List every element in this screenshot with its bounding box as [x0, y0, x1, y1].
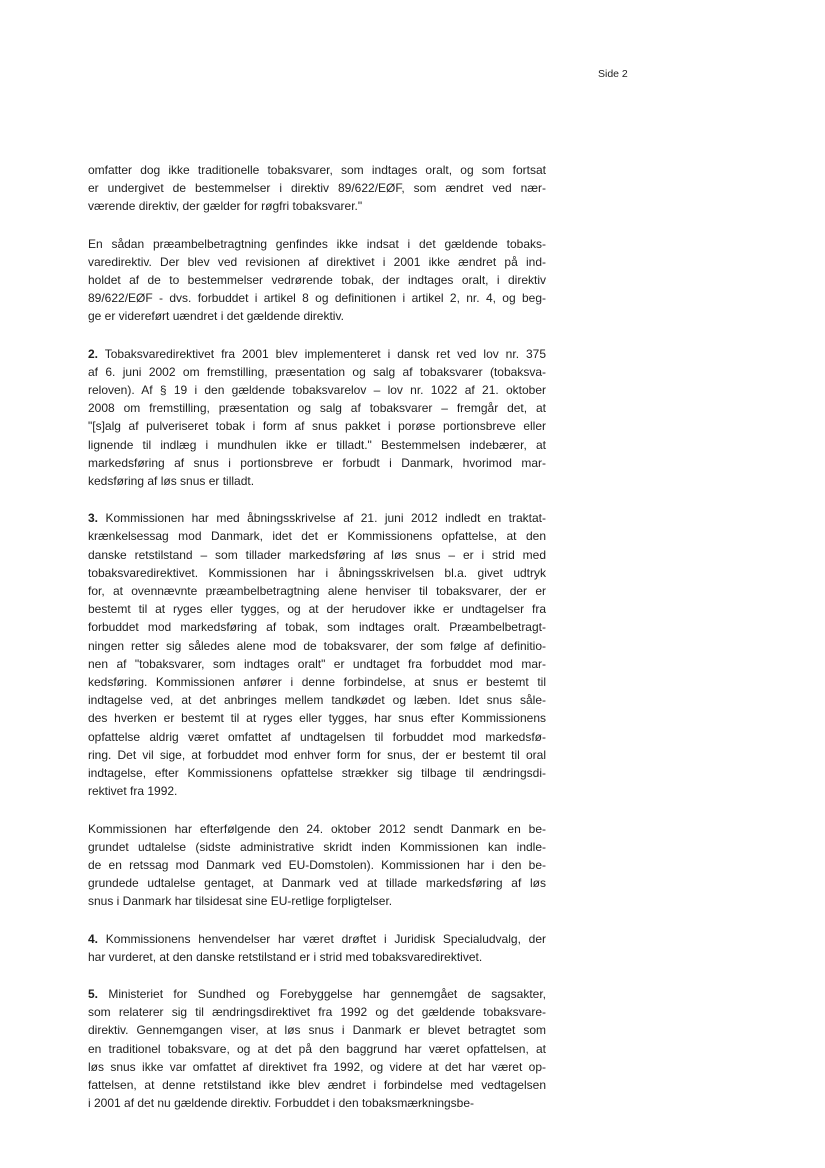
text-line: direktiv. Gennemgangen viser, at løs snus i Danmark er blevet betragtet som — [88, 1023, 546, 1038]
text-line: indtagelse, efter Kommissionens opfattelse strækker sig tilbage til ændringsdi- — [88, 766, 546, 781]
text-line: ningen retter sig således alene mod de tobaksvarer, der som følge af definitio- — [88, 638, 546, 653]
text-line — [88, 509, 546, 527]
text-line: er undergivet de bestemmelser i direktiv 89/622/EØF, som ændret ved nær- — [88, 181, 546, 196]
section-number: 2. — [88, 346, 99, 361]
text-line: bestemt til at ryges eller tygges, og at der herudover ikke er undtagelser fra — [88, 602, 546, 617]
text-line: "[s]alg af pulveriseret tobak i form af snus pakket i porøse portionsbreve eller — [88, 419, 546, 434]
text-line: af 6. juni 2002 om fremstilling, præsentation og salg af tobaksvarer (tobaksva- — [88, 364, 546, 379]
line-text: Kommissionens henvendelser har været drøftet i Juridisk Specialudvalg, der — [98, 931, 546, 946]
paragraph — [88, 161, 546, 216]
text-line: de en retssag mod Danmark ved EU-Domstolen). Kommissionen har i den be- — [88, 857, 546, 872]
document-body — [88, 161, 546, 1131]
text-line: markedsføring af snus i portionsbreve er forbudt i Danmark, hvorimod mar- — [88, 455, 546, 470]
text-line: værende direktiv, der gælder for røgfri tobaksvarer." — [88, 199, 363, 214]
text-line: kedsføring. Kommissionen anfører i denne forbindelse, at snus er bestemt til — [88, 675, 546, 690]
text-line — [88, 985, 546, 1003]
text-line: grundede udtalelse gentaget, at Danmark ved at tillade markedsføring af løs — [88, 876, 546, 891]
text-line: opfattelse aldrig været omfattet af undtagelsen til forbuddet mod markedsfø- — [88, 729, 546, 744]
section-number: 3. — [88, 511, 99, 526]
text-line: ge er videreført uændret i det gældende direktiv. — [88, 309, 344, 324]
text-line: i 2001 af det nu gældende direktiv. Forbuddet i den tobaksmærkningsbe- — [88, 1096, 475, 1111]
text-line: ring. Det vil sige, at forbuddet mod enhver form for snus, der er bestemt til oral — [88, 747, 546, 762]
text-line: nen af "tobaksvarer, som indtages oralt" er undtaget fra forbuddet mod mar- — [88, 656, 546, 671]
paragraph — [88, 930, 546, 966]
section-number: 4. — [88, 931, 99, 946]
text-line: en traditionel tobaksvare, og at det på den baggrund har været opfattelsen, at — [88, 1041, 546, 1056]
text-line: lignende til indlæg i mundhulen ikke er tilladt." Bestemmelsen indebærer, at — [88, 437, 546, 452]
text-line: snus i Danmark har tilsidesat sine EU-retlige forpligtelser. — [88, 894, 393, 909]
text-line: 2008 om fremstilling, præsentation og salg af tobaksvarer – fremgår det, at — [88, 401, 546, 416]
line-text: Kommissionen har med åbningsskrivelse af 21. juni 2012 indledt en traktat- — [98, 511, 546, 526]
text-line: løs snus ikke var omfattet af direktivet fra 1992, og videre at det har været op- — [88, 1059, 546, 1074]
text-line: krænkelsessag mod Danmark, idet det er Kommissionens opfattelse, at den — [88, 529, 546, 544]
paragraph — [88, 345, 546, 491]
paragraph — [88, 235, 546, 326]
text-line: fattelsen, at denne retstilstand ikke blev ændret i forbindelse med vedtagelsen — [88, 1077, 546, 1092]
text-line: 89/622/EØF - dvs. forbuddet i artikel 8 og definitionen i artikel 2, nr. 4, og beg- — [88, 291, 546, 306]
paragraph — [88, 820, 546, 911]
text-line: des hverken er bestemt til at ryges eller tygges, har snus efter Kommissionens — [88, 711, 546, 726]
text-line: som relaterer sig til ændringsdirektivet fra 1992 og det gældende tobaksvare- — [88, 1005, 546, 1020]
text-line: har vurderet, at den danske retstilstand er i strid med tobaksvaredirektivet. — [88, 949, 483, 964]
text-line: indtagelse ved, at det anbringes mellem tandkødet og læben. Idet snus såle- — [88, 693, 546, 708]
text-line — [88, 345, 546, 363]
text-line: forbuddet mod markedsføring af tobak, som indtages oralt. Præambelbetragt- — [88, 620, 546, 635]
text-line: kedsføring af løs snus er tilladt. — [88, 474, 255, 489]
text-line: tobaksvaredirektivet. Kommissionen har i åbningsskrivelsen bl.a. givet udtryk — [88, 565, 546, 580]
text-line: omfatter dog ikke traditionelle tobaksvarer, som indtages oralt, og som fortsat — [88, 163, 546, 177]
text-line: holdet af de to bestemmelser vedrørende tobak, der indtages oralt, i direktiv — [88, 273, 546, 288]
section-number: 5. — [88, 986, 99, 1001]
text-line: varedirektiv. Der blev ved revisionen af direktivet i 2001 ikke ændret på ind- — [88, 254, 546, 269]
text-line: danske retstilstand – som tillader markedsføring af løs snus – er i strid med — [88, 547, 546, 562]
paragraph — [88, 509, 546, 800]
text-line: En sådan præambelbetragtning genfindes ikke indsat i det gældende tobaks- — [88, 236, 546, 251]
paragraph — [88, 985, 546, 1112]
text-line: reloven). Af § 19 i den gældende tobaksvarelov – lov nr. 1022 af 21. oktober — [88, 383, 546, 398]
page-number: Side 2 — [598, 68, 628, 80]
text-line: rektivet fra 1992. — [88, 784, 178, 799]
line-text: Tobaksvaredirektivet fra 2001 blev implementeret i dansk ret ved lov nr. 375 — [98, 346, 546, 361]
text-line: Kommissionen har efterfølgende den 24. oktober 2012 sendt Danmark en be- — [88, 821, 546, 836]
text-line — [88, 930, 546, 948]
text-line: for, at ovennævnte præambelbetragtning alene henviser til tobaksvarer, der er — [88, 584, 546, 599]
line-text: Ministeriet for Sundhed og Forebyggelse har gennemgået de sagsakter, — [98, 986, 546, 1001]
text-line: grundet udtalelse (sidste administrative skridt inden Kommissionen kan indle- — [88, 839, 546, 854]
